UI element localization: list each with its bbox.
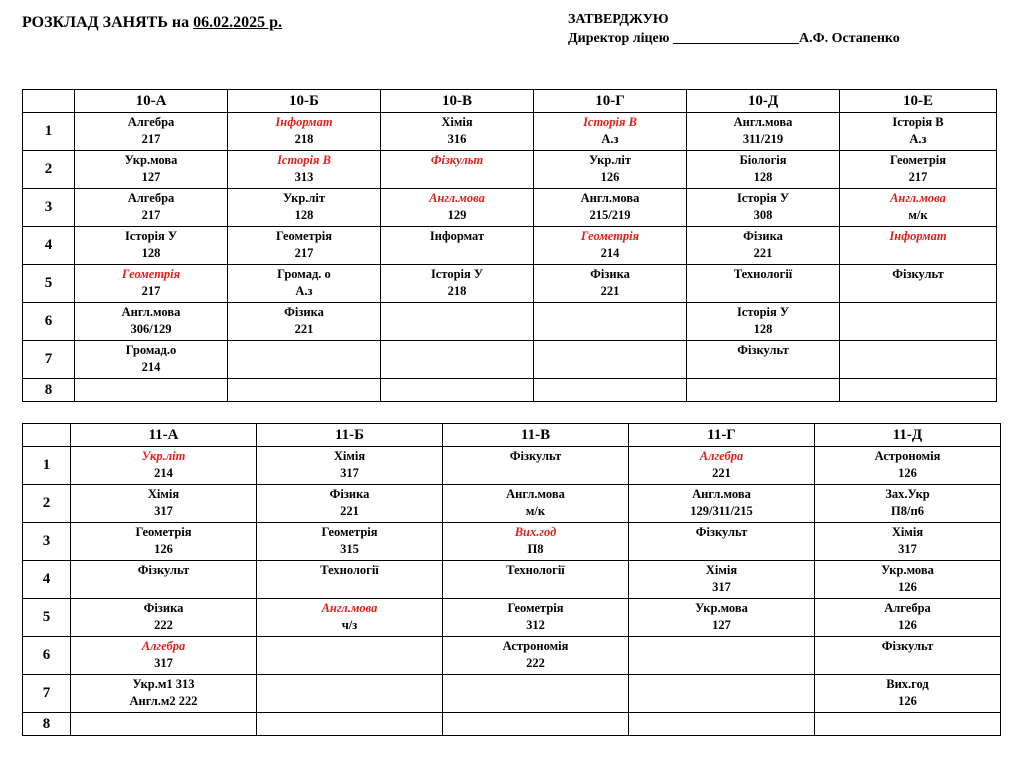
lesson-cell <box>629 561 815 599</box>
lesson-cell <box>534 227 687 265</box>
room-number: 128 <box>294 208 314 222</box>
subject-name: Фізкульт <box>881 639 934 653</box>
lesson-cell <box>687 227 840 265</box>
director-name: А.Ф. Остапенко <box>798 31 900 46</box>
subject-name: Геометрія <box>321 525 378 539</box>
subject-name: Укр.літ <box>588 153 632 167</box>
lesson-cell <box>75 151 228 189</box>
lesson-cell <box>815 523 1001 561</box>
lesson-cell <box>381 227 534 265</box>
lesson-cell <box>534 341 687 379</box>
subject-name: Астрономія <box>502 639 569 653</box>
room-number: 214 <box>141 360 161 374</box>
subject-name: Історія У <box>736 191 790 205</box>
subject-name: Фізика <box>743 229 783 243</box>
room-number: 317 <box>340 466 359 480</box>
lesson-cell <box>71 713 257 736</box>
subject-name: Громад.о <box>125 343 177 357</box>
subject-name: Хімія <box>891 525 924 539</box>
lesson-row <box>23 227 997 265</box>
lesson-cell <box>629 675 815 713</box>
subject-name: Алгебра <box>127 115 175 129</box>
subject-name: Вих.год <box>886 677 929 691</box>
subject-name: Громад. о <box>277 267 331 281</box>
subject-name: Вих.год <box>514 525 557 539</box>
subject-name: Укр.літ <box>282 191 326 205</box>
lesson-number: 3 <box>23 189 75 227</box>
lesson-cell <box>815 447 1001 485</box>
lesson-cell <box>443 637 629 675</box>
lesson-cell <box>534 113 687 151</box>
lesson-cell <box>815 713 1001 736</box>
room-number: 221 <box>294 322 314 336</box>
room-number: 312 <box>526 618 545 632</box>
lesson-cell <box>687 379 840 402</box>
room-number: 218 <box>447 284 467 298</box>
lesson-row <box>23 637 1001 675</box>
room-number: 317 <box>154 656 173 670</box>
subject-name: Фізкульт <box>695 525 748 539</box>
subject-name: Історія В <box>892 115 944 129</box>
lesson-row <box>23 447 1001 485</box>
class-header: 11-А <box>71 424 257 447</box>
room-number: 126 <box>898 466 917 480</box>
lesson-number: 6 <box>23 637 71 675</box>
lesson-row <box>23 113 997 151</box>
room-number: 217 <box>141 132 161 146</box>
lesson-cell <box>75 341 228 379</box>
room-number: 129/311/215 <box>690 504 753 518</box>
lesson-cell <box>381 265 534 303</box>
lesson-cell <box>228 265 381 303</box>
lesson-number: 8 <box>23 713 71 736</box>
lesson-cell <box>687 113 840 151</box>
lesson-row <box>23 523 1001 561</box>
class-header: 11-Д <box>815 424 1001 447</box>
subject-name: Укр.літ <box>141 449 186 463</box>
lesson-number: 4 <box>23 561 71 599</box>
room-number: 221 <box>712 466 731 480</box>
lesson-cell <box>71 675 257 713</box>
subject-name: Технології <box>320 563 379 577</box>
room-number: 221 <box>600 284 620 298</box>
room-number: 222 <box>526 656 545 670</box>
subject-name: Алгебра <box>127 191 175 205</box>
subject-name: Інформат <box>275 115 333 129</box>
lesson-cell <box>228 189 381 227</box>
room-number: 217 <box>141 208 161 222</box>
class-header: 10-Б <box>228 90 381 113</box>
lesson-cell <box>257 599 443 637</box>
subject-name: Хімія <box>705 563 738 577</box>
room-number: м/к <box>525 504 546 518</box>
room-number: 316 <box>447 132 467 146</box>
subject-name: Історія У <box>736 305 790 319</box>
subject-name: Біологія <box>739 153 787 167</box>
lesson-number: 7 <box>23 675 71 713</box>
lesson-cell <box>381 113 534 151</box>
lesson-cell <box>257 447 443 485</box>
lesson-row <box>23 485 1001 523</box>
director-signature-line <box>568 29 900 48</box>
room-number: 306/129 <box>130 322 172 336</box>
subject-name: Астрономія <box>874 449 941 463</box>
lesson-cell <box>228 379 381 402</box>
subject-name: Геометрія <box>580 229 640 243</box>
lesson-cell <box>228 113 381 151</box>
class-header: 10-А <box>75 90 228 113</box>
schedule-title <box>22 14 282 32</box>
lesson-number: 5 <box>23 265 75 303</box>
lesson-cell <box>629 485 815 523</box>
room-number: 126 <box>600 170 620 184</box>
lesson-cell <box>840 265 997 303</box>
lesson-cell <box>381 303 534 341</box>
approve-label: ЗАТВЕРДЖУЮ <box>568 12 669 27</box>
lesson-number: 4 <box>23 227 75 265</box>
title-date: 06.02.2025 р. <box>193 14 283 31</box>
room-number: 126 <box>898 694 917 708</box>
room-number: 315 <box>340 542 359 556</box>
lesson-number: 5 <box>23 599 71 637</box>
subject-name: Фізкульт <box>737 343 789 357</box>
room-number: ч/з <box>341 618 358 632</box>
lesson-cell <box>75 379 228 402</box>
lesson-cell <box>443 447 629 485</box>
lesson-cell <box>75 113 228 151</box>
lesson-row <box>23 303 997 341</box>
subject-name: Історія В <box>277 153 331 167</box>
room-number: 129 <box>447 208 467 222</box>
subject-name: Укр.мова <box>124 153 178 167</box>
room-number: 217 <box>908 170 928 184</box>
subject-name: Фізкульт <box>137 563 190 577</box>
room-number: 128 <box>753 170 773 184</box>
subject-name: Фізкульт <box>430 153 484 167</box>
room-number: А.з <box>601 132 619 146</box>
subject-name: Технології <box>733 267 793 281</box>
room-number: 317 <box>712 580 731 594</box>
subject-name: Інформат <box>429 229 485 243</box>
lesson-row <box>23 189 997 227</box>
lesson-number: 1 <box>23 113 75 151</box>
class-header: 11-В <box>443 424 629 447</box>
class-header: 10-Д <box>687 90 840 113</box>
subject-name: Укр.м1 313 <box>132 677 195 691</box>
class-header: 11-Г <box>629 424 815 447</box>
lesson-cell <box>687 189 840 227</box>
lesson-cell <box>257 561 443 599</box>
class-header: 10-Г <box>534 90 687 113</box>
room-number: 217 <box>141 284 161 298</box>
room-number: 126 <box>154 542 173 556</box>
room-number: 127 <box>712 618 731 632</box>
room-number: 222 <box>154 618 173 632</box>
lesson-cell <box>71 561 257 599</box>
lesson-cell <box>228 227 381 265</box>
lesson-row <box>23 265 997 303</box>
room-number: А.з <box>295 284 313 298</box>
lesson-cell <box>840 379 997 402</box>
room-number: 214 <box>600 246 620 260</box>
lesson-cell <box>381 189 534 227</box>
class-header: 11-Б <box>257 424 443 447</box>
lesson-cell <box>257 713 443 736</box>
lesson-cell <box>381 151 534 189</box>
subject-name: Інформат <box>889 229 947 243</box>
lesson-cell <box>815 485 1001 523</box>
subject-name: Фізика <box>590 267 630 281</box>
lesson-row <box>23 675 1001 713</box>
lesson-cell <box>75 189 228 227</box>
room-number: м/к <box>908 208 928 222</box>
room-number: 126 <box>898 580 917 594</box>
lesson-cell <box>228 341 381 379</box>
subject-name: Алгебра <box>141 639 186 653</box>
room-number: 127 <box>141 170 161 184</box>
lesson-cell <box>257 637 443 675</box>
lesson-number: 2 <box>23 485 71 523</box>
lesson-cell <box>840 113 997 151</box>
room-number: 308 <box>753 208 773 222</box>
lesson-cell <box>381 341 534 379</box>
lesson-row <box>23 713 1001 736</box>
lesson-row <box>23 561 1001 599</box>
room-number: П8 <box>527 542 544 556</box>
subject-name: Англ.мова <box>506 487 565 501</box>
lesson-cell <box>840 303 997 341</box>
lesson-row <box>23 341 997 379</box>
room-number: 317 <box>154 504 173 518</box>
lesson-cell <box>815 561 1001 599</box>
lesson-cell <box>71 637 257 675</box>
lesson-cell <box>815 675 1001 713</box>
lesson-cell <box>629 637 815 675</box>
lesson-cell <box>629 523 815 561</box>
lesson-cell <box>75 227 228 265</box>
room-number: 218 <box>294 132 314 146</box>
lesson-number: 7 <box>23 341 75 379</box>
lesson-cell <box>443 713 629 736</box>
room-number: А.з <box>909 132 927 146</box>
subject-name: Фізкульт <box>892 267 944 281</box>
lesson-cell <box>687 265 840 303</box>
lesson-cell <box>687 341 840 379</box>
subject-name: Англ.мова <box>580 191 640 205</box>
subject-name: Історія У <box>124 229 178 243</box>
lesson-cell <box>443 675 629 713</box>
subject-name: Хімія <box>147 487 180 501</box>
lesson-cell <box>840 151 997 189</box>
room-number: 126 <box>898 618 917 632</box>
lesson-cell <box>228 303 381 341</box>
subject-name: Геометрія <box>275 229 333 243</box>
subject-name: Зах.Укр <box>885 487 930 501</box>
lesson-cell <box>629 447 815 485</box>
lesson-number: 6 <box>23 303 75 341</box>
lesson-cell <box>443 485 629 523</box>
room-number: 128 <box>141 246 161 260</box>
subject-name: Англ.мова <box>692 487 751 501</box>
corner-cell <box>23 90 75 113</box>
subject-name: Геометрія <box>889 153 947 167</box>
room-number: 317 <box>898 542 917 556</box>
lesson-cell <box>71 485 257 523</box>
lesson-cell <box>71 523 257 561</box>
lesson-number: 8 <box>23 379 75 402</box>
lesson-cell <box>534 303 687 341</box>
lesson-cell <box>443 523 629 561</box>
subject-name: Англ.мова <box>429 191 485 205</box>
lesson-cell <box>629 713 815 736</box>
subject-name: Англ.мова <box>890 191 946 205</box>
lesson-row <box>23 151 997 189</box>
lesson-cell <box>840 227 997 265</box>
subject-name: Історія В <box>583 115 637 129</box>
approval-block <box>568 10 900 48</box>
subject-name: Англ.мова <box>121 305 181 319</box>
lesson-cell <box>71 447 257 485</box>
lesson-cell <box>257 675 443 713</box>
lesson-cell <box>687 151 840 189</box>
room-number: 313 <box>294 170 314 184</box>
subject-name: Геометрія <box>135 525 192 539</box>
subject-name: Алгебра <box>884 601 931 615</box>
room-number: 221 <box>340 504 359 518</box>
lesson-cell <box>534 189 687 227</box>
lesson-cell <box>840 341 997 379</box>
lesson-cell <box>815 599 1001 637</box>
header-row <box>23 90 997 113</box>
class-header: 10-Е <box>840 90 997 113</box>
room-number: Англ.м2 222 <box>129 694 198 708</box>
subject-name: Хімія <box>441 115 473 129</box>
lesson-cell <box>534 379 687 402</box>
lesson-cell <box>257 485 443 523</box>
room-number: 215/219 <box>589 208 631 222</box>
lesson-cell <box>629 599 815 637</box>
lesson-cell <box>381 379 534 402</box>
room-number: 214 <box>154 466 173 480</box>
subject-name: Фізкульт <box>509 449 562 463</box>
subject-name: Фізика <box>143 601 184 615</box>
header-row <box>23 424 1001 447</box>
lesson-cell <box>534 151 687 189</box>
subject-name: Укр.мова <box>881 563 934 577</box>
subject-name: Англ.мова <box>321 601 378 615</box>
subject-name: Алгебра <box>699 449 744 463</box>
lesson-cell <box>257 523 443 561</box>
corner-cell <box>23 424 71 447</box>
subject-name: Технології <box>506 563 565 577</box>
lesson-number: 1 <box>23 447 71 485</box>
subject-name: Укр.мова <box>695 601 748 615</box>
subject-name: Геометрія <box>507 601 564 615</box>
lesson-row <box>23 379 997 402</box>
title-prefix: РОЗКЛАД ЗАНЯТЬ на <box>22 14 194 31</box>
lesson-row <box>23 599 1001 637</box>
lesson-cell <box>443 561 629 599</box>
lesson-cell <box>534 265 687 303</box>
lesson-cell <box>687 303 840 341</box>
room-number: 311/219 <box>742 132 784 146</box>
subject-name: Фізика <box>329 487 370 501</box>
lesson-cell <box>75 303 228 341</box>
room-number: 128 <box>753 322 773 336</box>
lesson-cell <box>71 599 257 637</box>
lesson-number: 2 <box>23 151 75 189</box>
lesson-number: 3 <box>23 523 71 561</box>
signature-line: __________________ <box>672 31 799 46</box>
subject-name: Геометрія <box>121 267 181 281</box>
lesson-cell <box>815 637 1001 675</box>
room-number: 221 <box>753 246 773 260</box>
room-number: 217 <box>294 246 314 260</box>
subject-name: Хімія <box>333 449 366 463</box>
class-header: 10-В <box>381 90 534 113</box>
lesson-cell <box>75 265 228 303</box>
room-number: П8/п6 <box>891 504 924 518</box>
subject-name: Історія У <box>430 267 484 281</box>
schedule-table-grade-10 <box>22 89 997 402</box>
subject-name: Фізика <box>284 305 324 319</box>
schedule-table-grade-11 <box>22 423 1001 736</box>
subject-name: Англ.мова <box>733 115 793 129</box>
lesson-cell <box>443 599 629 637</box>
lesson-cell <box>228 151 381 189</box>
director-label: Директор ліцею <box>568 31 673 46</box>
lesson-cell <box>840 189 997 227</box>
